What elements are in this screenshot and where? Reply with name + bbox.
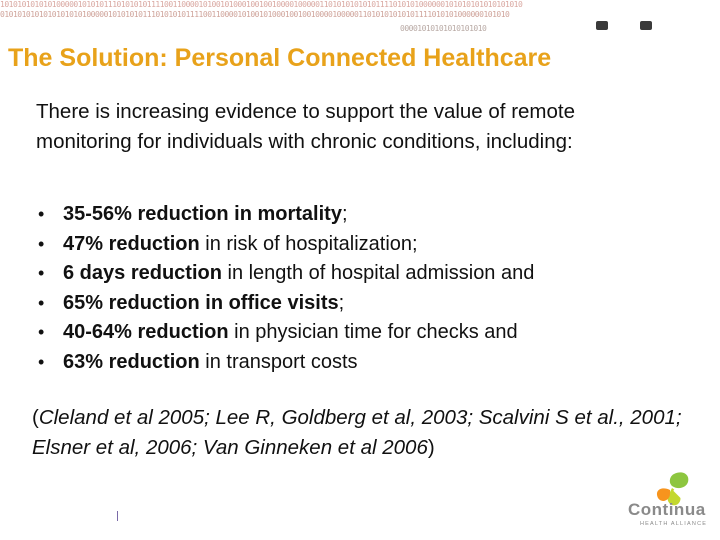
binary-header-band bbox=[0, 0, 720, 40]
slide-title: The Solution: Personal Connected Healthcare bbox=[8, 44, 552, 72]
binary-row-top: 1010101010101000001010101110101010111100110000101001010001001001000010000011010101010101111010101000000101010101010101010 bbox=[0, 0, 523, 9]
logo-name: Continua bbox=[628, 500, 706, 519]
bullet-bold: 35-56% reduction in mortality bbox=[63, 203, 342, 225]
bullet-bold: 65% reduction in office visits bbox=[63, 291, 339, 314]
citation-text: Cleland et al 2005; Lee R, Goldberg et al, 2003; Scalvini S et al., 2001; Elsner et al, 2006; Van Ginneken et al 2006 bbox=[32, 406, 682, 459]
list-item bbox=[36, 289, 696, 319]
bullet-rest: in risk of hospitalization; bbox=[199, 232, 418, 255]
list-item bbox=[36, 348, 696, 378]
bullet-rest: ; bbox=[341, 203, 348, 225]
bullet-icon: • bbox=[38, 263, 45, 284]
bullet-rest: in physician time for checks and bbox=[228, 321, 518, 344]
bullet-icon: • bbox=[38, 292, 45, 313]
device-icon bbox=[640, 21, 652, 30]
bullet-bold: 63% reduction bbox=[63, 350, 200, 373]
bullet-bold: 6 days reduction bbox=[63, 262, 222, 285]
bullet-icon: • bbox=[38, 204, 45, 224]
bullet-icon: • bbox=[38, 351, 45, 372]
bullet-rest: in transport costs bbox=[199, 350, 358, 373]
evidence-list bbox=[36, 200, 696, 378]
logo-tagline: HEALTH ALLIANCE bbox=[640, 521, 708, 527]
list-item bbox=[36, 259, 696, 289]
bullet-rest: ; bbox=[338, 291, 345, 314]
bullet-icon: • bbox=[38, 233, 45, 254]
bullet-bold: 47% reduction bbox=[63, 232, 200, 255]
binary-row-middle: 0101010101010101010100000101010101110101010111100110000101001010001001001000010000011010101010101111010101000000101010 bbox=[0, 10, 510, 19]
bullet-icon: • bbox=[38, 322, 45, 343]
binary-row-right: 00001010101010101010 bbox=[400, 24, 487, 33]
list-item bbox=[36, 200, 696, 230]
bullet-rest: in length of hospital admission and bbox=[221, 262, 535, 285]
citation bbox=[32, 403, 702, 463]
list-item bbox=[36, 230, 696, 260]
citation-close-paren: ) bbox=[427, 436, 435, 459]
footer-divider bbox=[117, 511, 118, 521]
list-item bbox=[36, 318, 696, 348]
intro-paragraph: There is increasing evidence to support the value of remote monitoring for individuals with chronic conditions, including: bbox=[36, 100, 575, 153]
citation-open-paren: ( bbox=[32, 406, 39, 429]
device-icon bbox=[596, 21, 608, 30]
bullet-bold: 40-64% reduction bbox=[63, 321, 229, 344]
